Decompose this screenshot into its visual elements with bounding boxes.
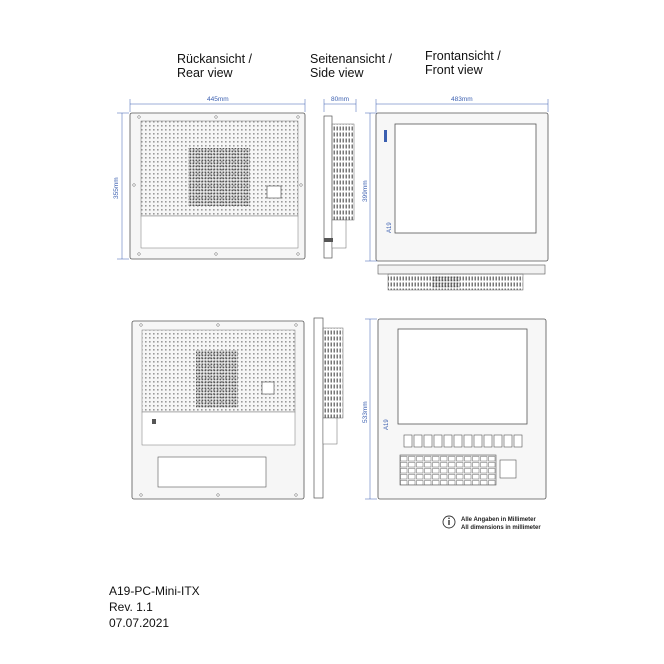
info-icon — [443, 516, 455, 528]
note-de: Alle Angaben in Millimeter — [461, 517, 536, 523]
rear-height-label: 355mm — [113, 177, 120, 199]
document-footer — [109, 583, 200, 631]
front-view-title-de: Frontansicht / — [425, 49, 501, 63]
side-view-top — [324, 116, 354, 258]
rear-view-bottom — [132, 321, 304, 499]
note-en: All dimensions in millimeter — [461, 525, 541, 531]
keyboard — [400, 455, 496, 485]
side-depth-label: 80mm — [331, 96, 350, 103]
top-view-strip — [378, 265, 545, 290]
front-view-bottom — [378, 319, 546, 499]
rear-view-top — [130, 113, 305, 259]
side-view-title-en: Side view — [310, 66, 364, 80]
date: 07.07.2021 — [109, 616, 170, 630]
revision: Rev. 1.1 — [109, 600, 153, 614]
front-kb-height-label: 533mm — [362, 401, 369, 423]
front-width-label: 483mm — [451, 96, 473, 103]
front-height-label: 399mm — [362, 180, 369, 202]
front-view-title-en: Front view — [425, 63, 483, 77]
dimensions-note — [461, 516, 541, 532]
side-view-title-de: Seitenansicht / — [310, 52, 392, 66]
model-name: A19-PC-Mini-ITX — [109, 584, 200, 598]
rear-view-title-de: Rückansicht / — [177, 52, 253, 66]
rear-view-title-en: Rear view — [177, 66, 233, 80]
touchpad — [500, 460, 516, 478]
rear-width-label: 445mm — [207, 96, 229, 103]
model-label-top: A19 — [387, 222, 393, 233]
front-view-top — [376, 113, 548, 261]
side-view-bottom — [314, 318, 343, 498]
model-label-bottom: A19 — [384, 419, 390, 430]
